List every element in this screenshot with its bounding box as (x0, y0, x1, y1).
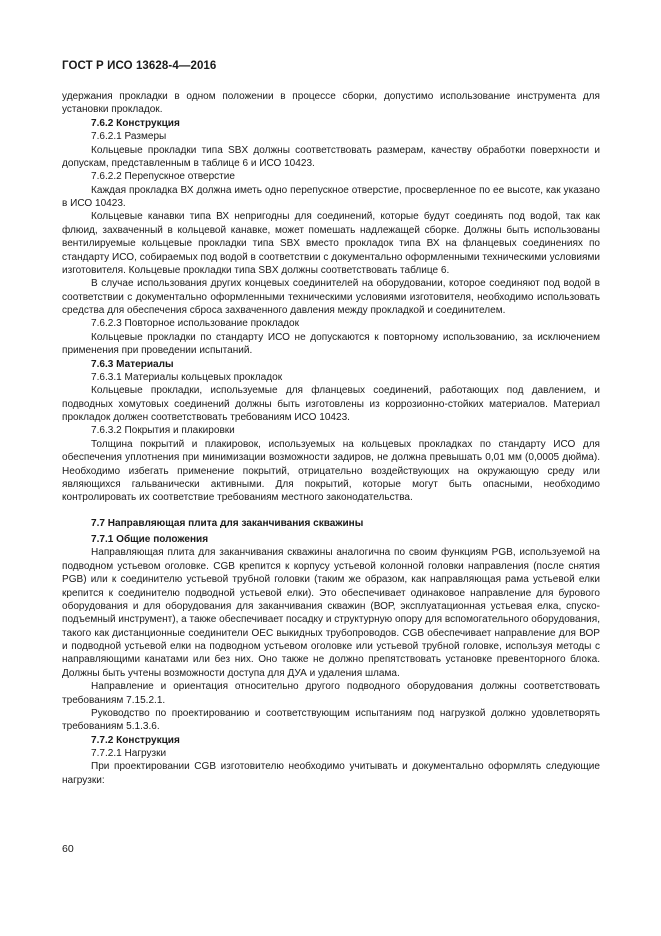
paragraph-continuation: удержания прокладки в одном положении в процессе сборки, допустимо использование инструмента для установки прокладок. (62, 91, 600, 116)
paragraph: Руководство по проектированию и соответствующим испытаниям под нагрузкой должно удовлетворять требованиям 5.1.3.6. (62, 707, 600, 733)
section-heading: 7.6.2 Конструкция (91, 117, 180, 129)
document-body (62, 90, 600, 787)
paragraph: 7.6.3.2 Покрытия и плакировки (91, 425, 235, 437)
section-heading: 7.7.1 Общие положения (91, 534, 209, 545)
paragraph: В случае использования других концевых соединителей на оборудовании, которое соединяют под водой в соответствии с документально оформленными техническими условиями изготовителя, необходимо использовать средства для обеспечения сброса захваченного давления между прокладкой и соединителем. (62, 278, 600, 316)
paragraph: Кольцевые прокладки типа SBX должны соответствовать размерам, качеству обработки поверхности и допускам, представленным в таблице 6 и ИСО 10423. (62, 144, 600, 169)
paragraph: При проектировании CGB изготовителю необходимо учитывать и документально оформлять следующие нагрузки: (62, 761, 600, 786)
page-number: 60 (62, 843, 74, 855)
paragraph: Каждая прокладка ВХ должна иметь одно перепускное отверстие, просверленное по ее высоте, как указано в ИСО 10423. (62, 184, 600, 209)
section-heading: 7.7 Направляющая плита для заканчивания скважины (91, 517, 364, 529)
paragraph: 7.7.2.1 Нагрузки (91, 748, 167, 759)
paragraph: 7.6.2.3 Повторное использование прокладок (91, 318, 300, 330)
paragraph: 7.6.2.2 Перепускное отверстие (91, 171, 235, 183)
paragraph: Кольцевые канавки типа ВХ непригодны для соединений, которые будут соединять под водой, так как флюид, захваченный в кольцевой канавке, может помешать надлежащей сборке. Должны быть использованы вентилируемые кольцевые прокладки типа SBX вместо прокладок типа ВХ на фланцевых соединениях по стандарту ИСО, собираемых под водой в соответствии с документально оформленными техническими условиями изготовителя. Кольцевые прокладки типа SBX должны соответствовать таблице 6. (62, 211, 600, 276)
standard-header: ГОСТ Р ИСО 13628-4—2016 (62, 60, 217, 72)
paragraph: Кольцевые прокладки по стандарту ИСО не допускаются к повторному использованию, за исключением применения при проведении испытаний. (62, 331, 600, 357)
section-heading: 7.6.3 Материалы (91, 358, 174, 370)
section-heading: 7.7.2 Конструкция (91, 734, 180, 746)
paragraph: 7.6.2.1 Размеры (91, 131, 167, 143)
paragraph: Направляющая плита для заканчивания скважины аналогична по своим функциям PGB, используемой на подводном устьевом оголовке. CGB крепится к корпусу устьевой колонной головки направления (после снятия PGB) или к соединителю устьевой трубной головки (таким же образом, как направляющая рама устьевой елки крепится к соединителю подводной устьевой елки). Это обеспечивает одинаковое направление для бурового оборудования и для оборудования для заканчивания скважин (ВОР, эксплуатационная устьевая елка, спуско-подъемный инструмент), а также обеспечивает посадку и структурную опору для вспомогательного оборудования, такого как дистанционные соединители ОЕС выкидных трубопроводов. CGB обеспечивает направление для ВОР и подводной устьевой елки на подводном устьевом оголовке или устьевой трубной головке, используя методы с направляющими канатами или без них. Оно также не должно препятствовать установке превенторного блока. Должны быть учтены возможности доступа для ДУА и удаления шлама. (62, 547, 600, 679)
paragraph: Толщина покрытий и плакировок, используемых на кольцевых прокладках по стандарту ИСО для обеспечения уплотнения при минимизации возможности задиров, не должна превышать 0,01 мм (0,0005 дюйма). Необходимо избегать применение покрытий, отрицательно воздействующих на окружающую среду или являющихся гальванически активными. Для покрытий, которые могут быть опасными, необходимо контролировать их соответствие требованиям местного законодательства. (62, 438, 600, 504)
paragraph: 7.6.3.1 Материалы кольцевых прокладок (91, 371, 283, 383)
paragraph: Направление и ориентация относительно другого подводного оборудования должны соответствовать требованиям 7.15.2.1. (62, 681, 600, 706)
paragraph: Кольцевые прокладки, используемые для фланцевых соединений, работающих под давлением, и подводных хомутовых соединений должны быть изготовлены из коррозионно-стойких материалов. Материал прокладок должен соответствовать требованиям ИСО 10423. (62, 385, 600, 423)
